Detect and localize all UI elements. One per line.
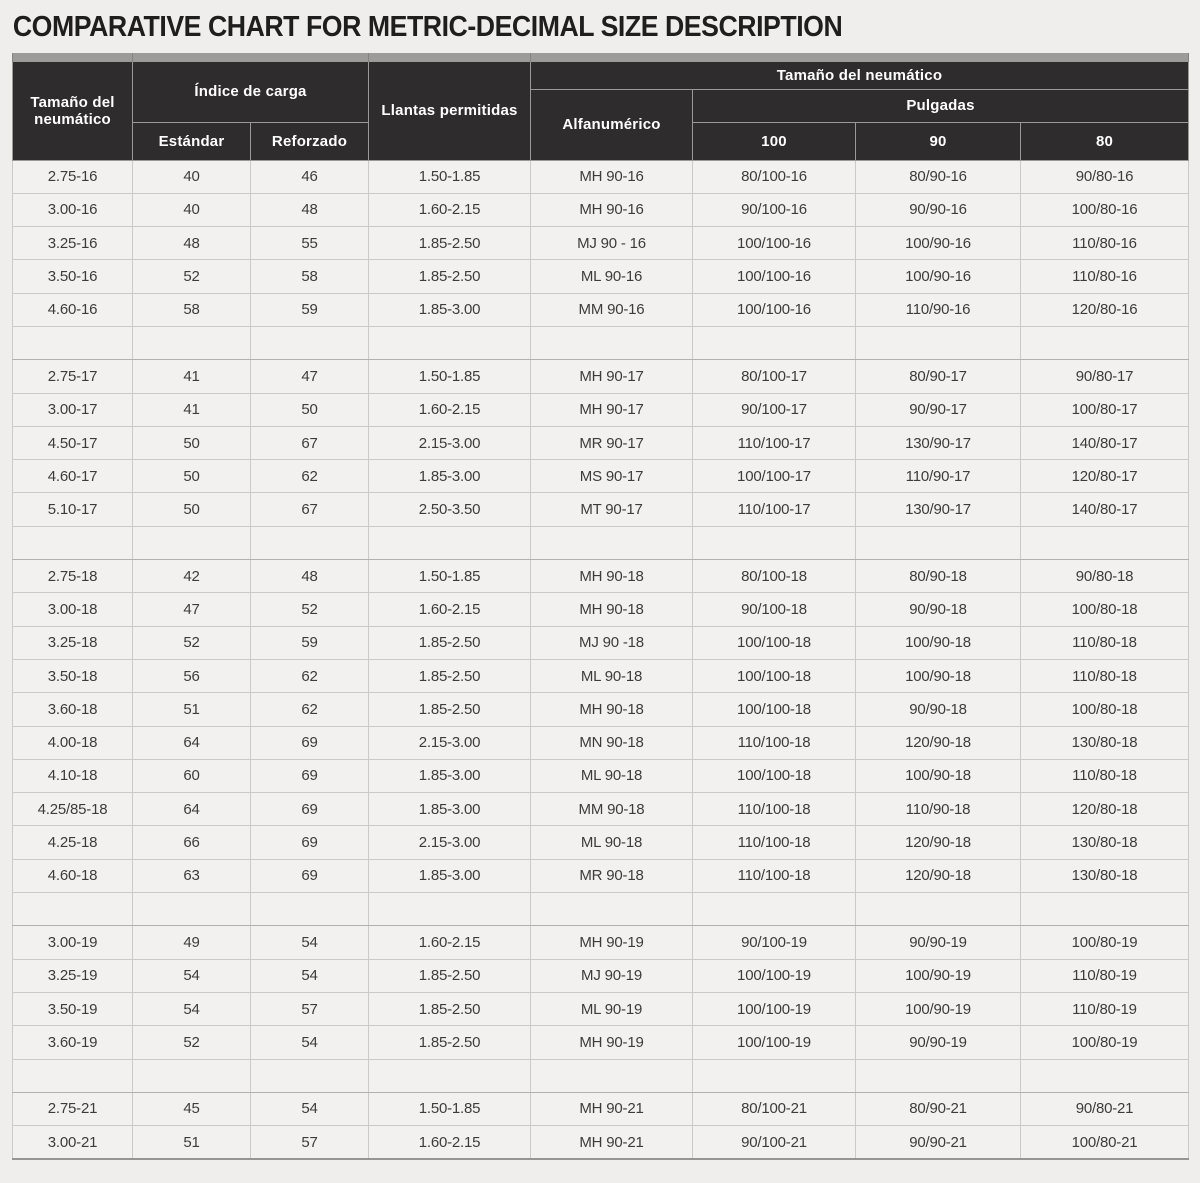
table-row: [13, 959, 1189, 992]
table-cell: 1.85-2.50: [369, 659, 531, 692]
spacer-cell: [13, 893, 133, 926]
table-cell: 3.60-19: [13, 1026, 133, 1059]
table-cell: 4.60-18: [13, 859, 133, 892]
table-cell: 100/90-16: [856, 227, 1021, 260]
table-row: [13, 426, 1189, 459]
table-row: [13, 460, 1189, 493]
spacer-cell: [856, 893, 1021, 926]
table-cell: 67: [251, 426, 369, 459]
table-cell: 100/100-19: [693, 959, 856, 992]
table-cell: 54: [251, 959, 369, 992]
table-cell: 54: [251, 1092, 369, 1125]
table-cell: 90/100-17: [693, 393, 856, 426]
table-cell: 57: [251, 1126, 369, 1159]
table-cell: 80/90-18: [856, 560, 1021, 593]
spacer-cell: [133, 893, 251, 926]
table-row: [13, 626, 1189, 659]
table-cell: MJ 90-19: [531, 959, 693, 992]
table-cell: 3.25-16: [13, 227, 133, 260]
table-cell: MM 90-18: [531, 793, 693, 826]
table-cell: 3.25-19: [13, 959, 133, 992]
table-cell: 1.85-3.00: [369, 460, 531, 493]
spacer-cell: [1021, 526, 1189, 559]
table-cell: 51: [133, 693, 251, 726]
table-cell: 2.15-3.00: [369, 426, 531, 459]
table-cell: 100/100-19: [693, 992, 856, 1025]
table-cell: ML 90-19: [531, 992, 693, 1025]
table-cell: 80/100-18: [693, 560, 856, 593]
table-cell: 130/80-18: [1021, 859, 1189, 892]
table-cell: 48: [251, 560, 369, 593]
table-cell: 80/90-17: [856, 360, 1021, 393]
table-cell: 50: [133, 460, 251, 493]
table-cell: 54: [133, 992, 251, 1025]
table-cell: 110/80-18: [1021, 659, 1189, 692]
table-cell: 52: [133, 626, 251, 659]
table-row: [13, 293, 1189, 326]
spacer-cell: [693, 893, 856, 926]
table-cell: MH 90-17: [531, 393, 693, 426]
table-cell: 48: [133, 227, 251, 260]
table-cell: 50: [133, 493, 251, 526]
table-cell: 1.60-2.15: [369, 593, 531, 626]
table-cell: 2.75-16: [13, 160, 133, 193]
table-cell: 120/80-18: [1021, 793, 1189, 826]
table-cell: MJ 90 - 16: [531, 227, 693, 260]
table-cell: 100/90-19: [856, 992, 1021, 1025]
header-allowed-rims: Llantas permitidas: [369, 61, 531, 160]
table-cell: 59: [251, 626, 369, 659]
table-cell: 1.60-2.15: [369, 926, 531, 959]
table-cell: 5.10-17: [13, 493, 133, 526]
table-cell: 2.75-21: [13, 1092, 133, 1125]
header-inch-90: 90: [856, 122, 1021, 160]
table-cell: MH 90-18: [531, 693, 693, 726]
table-cell: ML 90-18: [531, 759, 693, 792]
header-alphanumeric: Alfanumérico: [531, 89, 693, 160]
table-cell: 60: [133, 759, 251, 792]
table-cell: 110/90-16: [856, 293, 1021, 326]
table-cell: 3.50-18: [13, 659, 133, 692]
table-cell: 4.00-18: [13, 726, 133, 759]
table-cell: 80/100-17: [693, 360, 856, 393]
table-cell: 80/90-21: [856, 1092, 1021, 1125]
spacer-cell: [369, 526, 531, 559]
table-cell: 80/100-21: [693, 1092, 856, 1125]
table-cell: 80/90-16: [856, 160, 1021, 193]
table-cell: 100/90-16: [856, 260, 1021, 293]
table-cell: MH 90-16: [531, 160, 693, 193]
table-cell: 69: [251, 726, 369, 759]
spacer-cell: [693, 526, 856, 559]
table-cell: 110/80-19: [1021, 992, 1189, 1025]
header-tire-size-right: Tamaño del neumático: [531, 61, 1189, 89]
table-row: [13, 560, 1189, 593]
table-cell: 64: [133, 793, 251, 826]
table-cell: 4.50-17: [13, 426, 133, 459]
table-cell: 47: [251, 360, 369, 393]
table-body: [13, 160, 1189, 1159]
table-cell: 110/90-18: [856, 793, 1021, 826]
table-cell: MH 90-16: [531, 193, 693, 226]
header-tire-size-left: Tamaño del neumático: [13, 61, 133, 160]
header-load-index: Índice de carga: [133, 61, 369, 122]
table-cell: 110/90-17: [856, 460, 1021, 493]
top-bar-segment: [531, 53, 1189, 61]
spacer-cell: [531, 1059, 693, 1092]
spacer-cell: [133, 326, 251, 359]
table-cell: 130/80-18: [1021, 726, 1189, 759]
table-row: [13, 759, 1189, 792]
table-cell: 100/80-21: [1021, 1126, 1189, 1159]
table-cell: 110/80-18: [1021, 626, 1189, 659]
table-cell: 100/80-16: [1021, 193, 1189, 226]
table-cell: 41: [133, 360, 251, 393]
table-cell: 100/100-16: [693, 260, 856, 293]
table-cell: 110/80-16: [1021, 227, 1189, 260]
table-cell: 52: [133, 1026, 251, 1059]
table-cell: 80/100-16: [693, 160, 856, 193]
table-cell: 63: [133, 859, 251, 892]
table-cell: 90/80-21: [1021, 1092, 1189, 1125]
table-cell: 90/90-21: [856, 1126, 1021, 1159]
table-cell: 140/80-17: [1021, 493, 1189, 526]
table-cell: 1.60-2.15: [369, 1126, 531, 1159]
table-cell: 110/80-18: [1021, 759, 1189, 792]
spacer-cell: [693, 326, 856, 359]
table-cell: 1.50-1.85: [369, 1092, 531, 1125]
table-cell: ML 90-18: [531, 826, 693, 859]
table-cell: 90/80-17: [1021, 360, 1189, 393]
table-cell: 100/80-19: [1021, 1026, 1189, 1059]
table-cell: MM 90-16: [531, 293, 693, 326]
table-row: [13, 260, 1189, 293]
table-cell: 100/100-17: [693, 460, 856, 493]
table-cell: ML 90-16: [531, 260, 693, 293]
top-bar-segment: [13, 53, 133, 61]
table-cell: MH 90-17: [531, 360, 693, 393]
table-cell: 1.85-2.50: [369, 959, 531, 992]
header-reinforced: Reforzado: [251, 122, 369, 160]
table-cell: 100/100-16: [693, 293, 856, 326]
table-cell: 62: [251, 659, 369, 692]
table-row: [13, 992, 1189, 1025]
table-cell: 2.15-3.00: [369, 726, 531, 759]
spacer-row: [13, 893, 1189, 926]
table-row: [13, 160, 1189, 193]
table-cell: 2.15-3.00: [369, 826, 531, 859]
table-cell: 110/100-17: [693, 426, 856, 459]
table-cell: 62: [251, 693, 369, 726]
table-cell: 4.25-18: [13, 826, 133, 859]
header-inches: Pulgadas: [693, 89, 1189, 122]
table-cell: MN 90-18: [531, 726, 693, 759]
table-cell: 40: [133, 193, 251, 226]
table-cell: 3.25-18: [13, 626, 133, 659]
table-row: [13, 493, 1189, 526]
table-cell: 120/90-18: [856, 726, 1021, 759]
spacer-cell: [531, 326, 693, 359]
table-cell: 90/80-16: [1021, 160, 1189, 193]
table-cell: 1.85-3.00: [369, 293, 531, 326]
table-cell: 57: [251, 992, 369, 1025]
table-cell: 41: [133, 393, 251, 426]
spacer-cell: [369, 893, 531, 926]
table-cell: 47: [133, 593, 251, 626]
table-cell: 3.50-19: [13, 992, 133, 1025]
table-cell: 54: [251, 1026, 369, 1059]
table-cell: MH 90-21: [531, 1126, 693, 1159]
table-cell: 90/90-18: [856, 593, 1021, 626]
table-cell: 90/80-18: [1021, 560, 1189, 593]
table-cell: MT 90-17: [531, 493, 693, 526]
table-cell: MH 90-21: [531, 1092, 693, 1125]
table-cell: 46: [251, 160, 369, 193]
table-cell: 100/100-16: [693, 227, 856, 260]
table-cell: 50: [133, 426, 251, 459]
table-cell: 110/100-18: [693, 726, 856, 759]
table-cell: 1.85-2.50: [369, 992, 531, 1025]
table-cell: 58: [133, 293, 251, 326]
table-cell: 130/90-17: [856, 426, 1021, 459]
spacer-cell: [1021, 893, 1189, 926]
table-cell: ML 90-18: [531, 659, 693, 692]
table-cell: 1.85-2.50: [369, 1026, 531, 1059]
table-cell: 66: [133, 826, 251, 859]
table-row: [13, 726, 1189, 759]
top-bar-segment: [369, 53, 531, 61]
spacer-cell: [13, 326, 133, 359]
table-cell: 110/80-19: [1021, 959, 1189, 992]
table-row: [13, 1092, 1189, 1125]
table-row: [13, 193, 1189, 226]
page-title: COMPARATIVE CHART FOR METRIC-DECIMAL SIZE DESCRIPTION: [12, 11, 843, 43]
table-row: [13, 659, 1189, 692]
table-cell: 48: [251, 193, 369, 226]
table-cell: 90/100-16: [693, 193, 856, 226]
table-cell: 100/80-18: [1021, 693, 1189, 726]
table-row: [13, 393, 1189, 426]
table-cell: 100/90-18: [856, 759, 1021, 792]
spacer-row: [13, 1059, 1189, 1092]
table-cell: 120/90-18: [856, 826, 1021, 859]
table-cell: 1.85-3.00: [369, 793, 531, 826]
table-cell: 1.60-2.15: [369, 393, 531, 426]
table-row: [13, 793, 1189, 826]
spacer-cell: [531, 526, 693, 559]
table-cell: 100/90-18: [856, 626, 1021, 659]
table-cell: 90/90-18: [856, 693, 1021, 726]
table-cell: 52: [251, 593, 369, 626]
table-row: [13, 227, 1189, 260]
table-cell: 4.60-17: [13, 460, 133, 493]
spacer-cell: [133, 1059, 251, 1092]
table-cell: 90/100-18: [693, 593, 856, 626]
table-cell: 4.10-18: [13, 759, 133, 792]
table-cell: 42: [133, 560, 251, 593]
spacer-row: [13, 526, 1189, 559]
table-header: [13, 53, 1189, 160]
table-cell: 52: [133, 260, 251, 293]
table-cell: 1.50-1.85: [369, 160, 531, 193]
spacer-cell: [251, 526, 369, 559]
spacer-cell: [856, 326, 1021, 359]
table-cell: 100/90-18: [856, 659, 1021, 692]
table-cell: 100/80-18: [1021, 593, 1189, 626]
table-cell: 1.50-1.85: [369, 360, 531, 393]
table-row: [13, 593, 1189, 626]
table-cell: 120/90-18: [856, 859, 1021, 892]
table-cell: 90/90-16: [856, 193, 1021, 226]
table-cell: MR 90-17: [531, 426, 693, 459]
table-cell: 110/100-18: [693, 793, 856, 826]
table-row: [13, 1026, 1189, 1059]
spacer-cell: [531, 893, 693, 926]
spacer-cell: [1021, 326, 1189, 359]
table-cell: MH 90-19: [531, 1026, 693, 1059]
table-cell: 110/80-16: [1021, 260, 1189, 293]
table-cell: 100/100-18: [693, 759, 856, 792]
table-cell: 1.85-2.50: [369, 227, 531, 260]
table-cell: MR 90-18: [531, 859, 693, 892]
table-cell: 1.85-2.50: [369, 693, 531, 726]
spacer-cell: [13, 1059, 133, 1092]
table-cell: 69: [251, 826, 369, 859]
header-top-bar: [13, 53, 1189, 61]
table-cell: 55: [251, 227, 369, 260]
table-cell: MJ 90 -18: [531, 626, 693, 659]
table-cell: 110/100-17: [693, 493, 856, 526]
table-cell: 3.00-16: [13, 193, 133, 226]
table-cell: 130/80-18: [1021, 826, 1189, 859]
table-cell: 40: [133, 160, 251, 193]
table-cell: 90/90-19: [856, 926, 1021, 959]
table-row: [13, 859, 1189, 892]
spacer-cell: [856, 1059, 1021, 1092]
table-cell: 1.85-2.50: [369, 626, 531, 659]
table-cell: 3.00-17: [13, 393, 133, 426]
table-cell: 100/80-19: [1021, 926, 1189, 959]
table-cell: 100/100-18: [693, 693, 856, 726]
spacer-cell: [856, 526, 1021, 559]
table-cell: 56: [133, 659, 251, 692]
table-cell: 62: [251, 460, 369, 493]
table-cell: 59: [251, 293, 369, 326]
table-cell: 3.00-19: [13, 926, 133, 959]
table-cell: 4.60-16: [13, 293, 133, 326]
table-cell: 90/90-17: [856, 393, 1021, 426]
table-row: [13, 360, 1189, 393]
table-cell: 100/100-18: [693, 659, 856, 692]
table-cell: 3.60-18: [13, 693, 133, 726]
table-cell: 54: [133, 959, 251, 992]
header-standard: Estándar: [133, 122, 251, 160]
table-cell: 51: [133, 1126, 251, 1159]
table-cell: 2.75-18: [13, 560, 133, 593]
table-cell: 100/80-17: [1021, 393, 1189, 426]
table-cell: 1.85-2.50: [369, 260, 531, 293]
table-cell: 67: [251, 493, 369, 526]
table-cell: 4.25/85-18: [13, 793, 133, 826]
table-cell: MH 90-18: [531, 560, 693, 593]
table-row: [13, 693, 1189, 726]
table-cell: 100/100-18: [693, 626, 856, 659]
table-row: [13, 1126, 1189, 1159]
table-row: [13, 926, 1189, 959]
table-cell: 3.00-18: [13, 593, 133, 626]
table-cell: 120/80-16: [1021, 293, 1189, 326]
table-cell: 45: [133, 1092, 251, 1125]
spacer-cell: [251, 326, 369, 359]
table-cell: 2.50-3.50: [369, 493, 531, 526]
table-row: [13, 826, 1189, 859]
spacer-cell: [251, 893, 369, 926]
spacer-cell: [13, 526, 133, 559]
table-cell: 69: [251, 759, 369, 792]
table-cell: 69: [251, 793, 369, 826]
table-cell: 90/100-21: [693, 1126, 856, 1159]
table-cell: 100/90-19: [856, 959, 1021, 992]
table-cell: 110/100-18: [693, 826, 856, 859]
table-cell: MH 90-19: [531, 926, 693, 959]
table-cell: 64: [133, 726, 251, 759]
table-cell: 1.50-1.85: [369, 560, 531, 593]
spacer-cell: [693, 1059, 856, 1092]
table-cell: MS 90-17: [531, 460, 693, 493]
header-inch-100: 100: [693, 122, 856, 160]
spacer-cell: [251, 1059, 369, 1092]
table-cell: 110/100-18: [693, 859, 856, 892]
spacer-cell: [1021, 1059, 1189, 1092]
table-cell: 49: [133, 926, 251, 959]
table-cell: 1.85-3.00: [369, 859, 531, 892]
table-cell: 3.00-21: [13, 1126, 133, 1159]
table-cell: 2.75-17: [13, 360, 133, 393]
table-cell: 120/80-17: [1021, 460, 1189, 493]
table-cell: 90/90-19: [856, 1026, 1021, 1059]
top-bar-segment: [133, 53, 369, 61]
table-cell: 100/100-19: [693, 1026, 856, 1059]
size-comparison-table: [12, 53, 1189, 1160]
table-cell: 140/80-17: [1021, 426, 1189, 459]
spacer-cell: [369, 326, 531, 359]
table-cell: 3.50-16: [13, 260, 133, 293]
table-cell: 50: [251, 393, 369, 426]
table-cell: 69: [251, 859, 369, 892]
table-cell: 54: [251, 926, 369, 959]
spacer-cell: [133, 526, 251, 559]
table-cell: 130/90-17: [856, 493, 1021, 526]
table-cell: 1.85-3.00: [369, 759, 531, 792]
table-cell: MH 90-18: [531, 593, 693, 626]
table-cell: 90/100-19: [693, 926, 856, 959]
table-cell: 1.60-2.15: [369, 193, 531, 226]
header-inch-80: 80: [1021, 122, 1189, 160]
spacer-cell: [369, 1059, 531, 1092]
table-cell: 58: [251, 260, 369, 293]
spacer-row: [13, 326, 1189, 359]
